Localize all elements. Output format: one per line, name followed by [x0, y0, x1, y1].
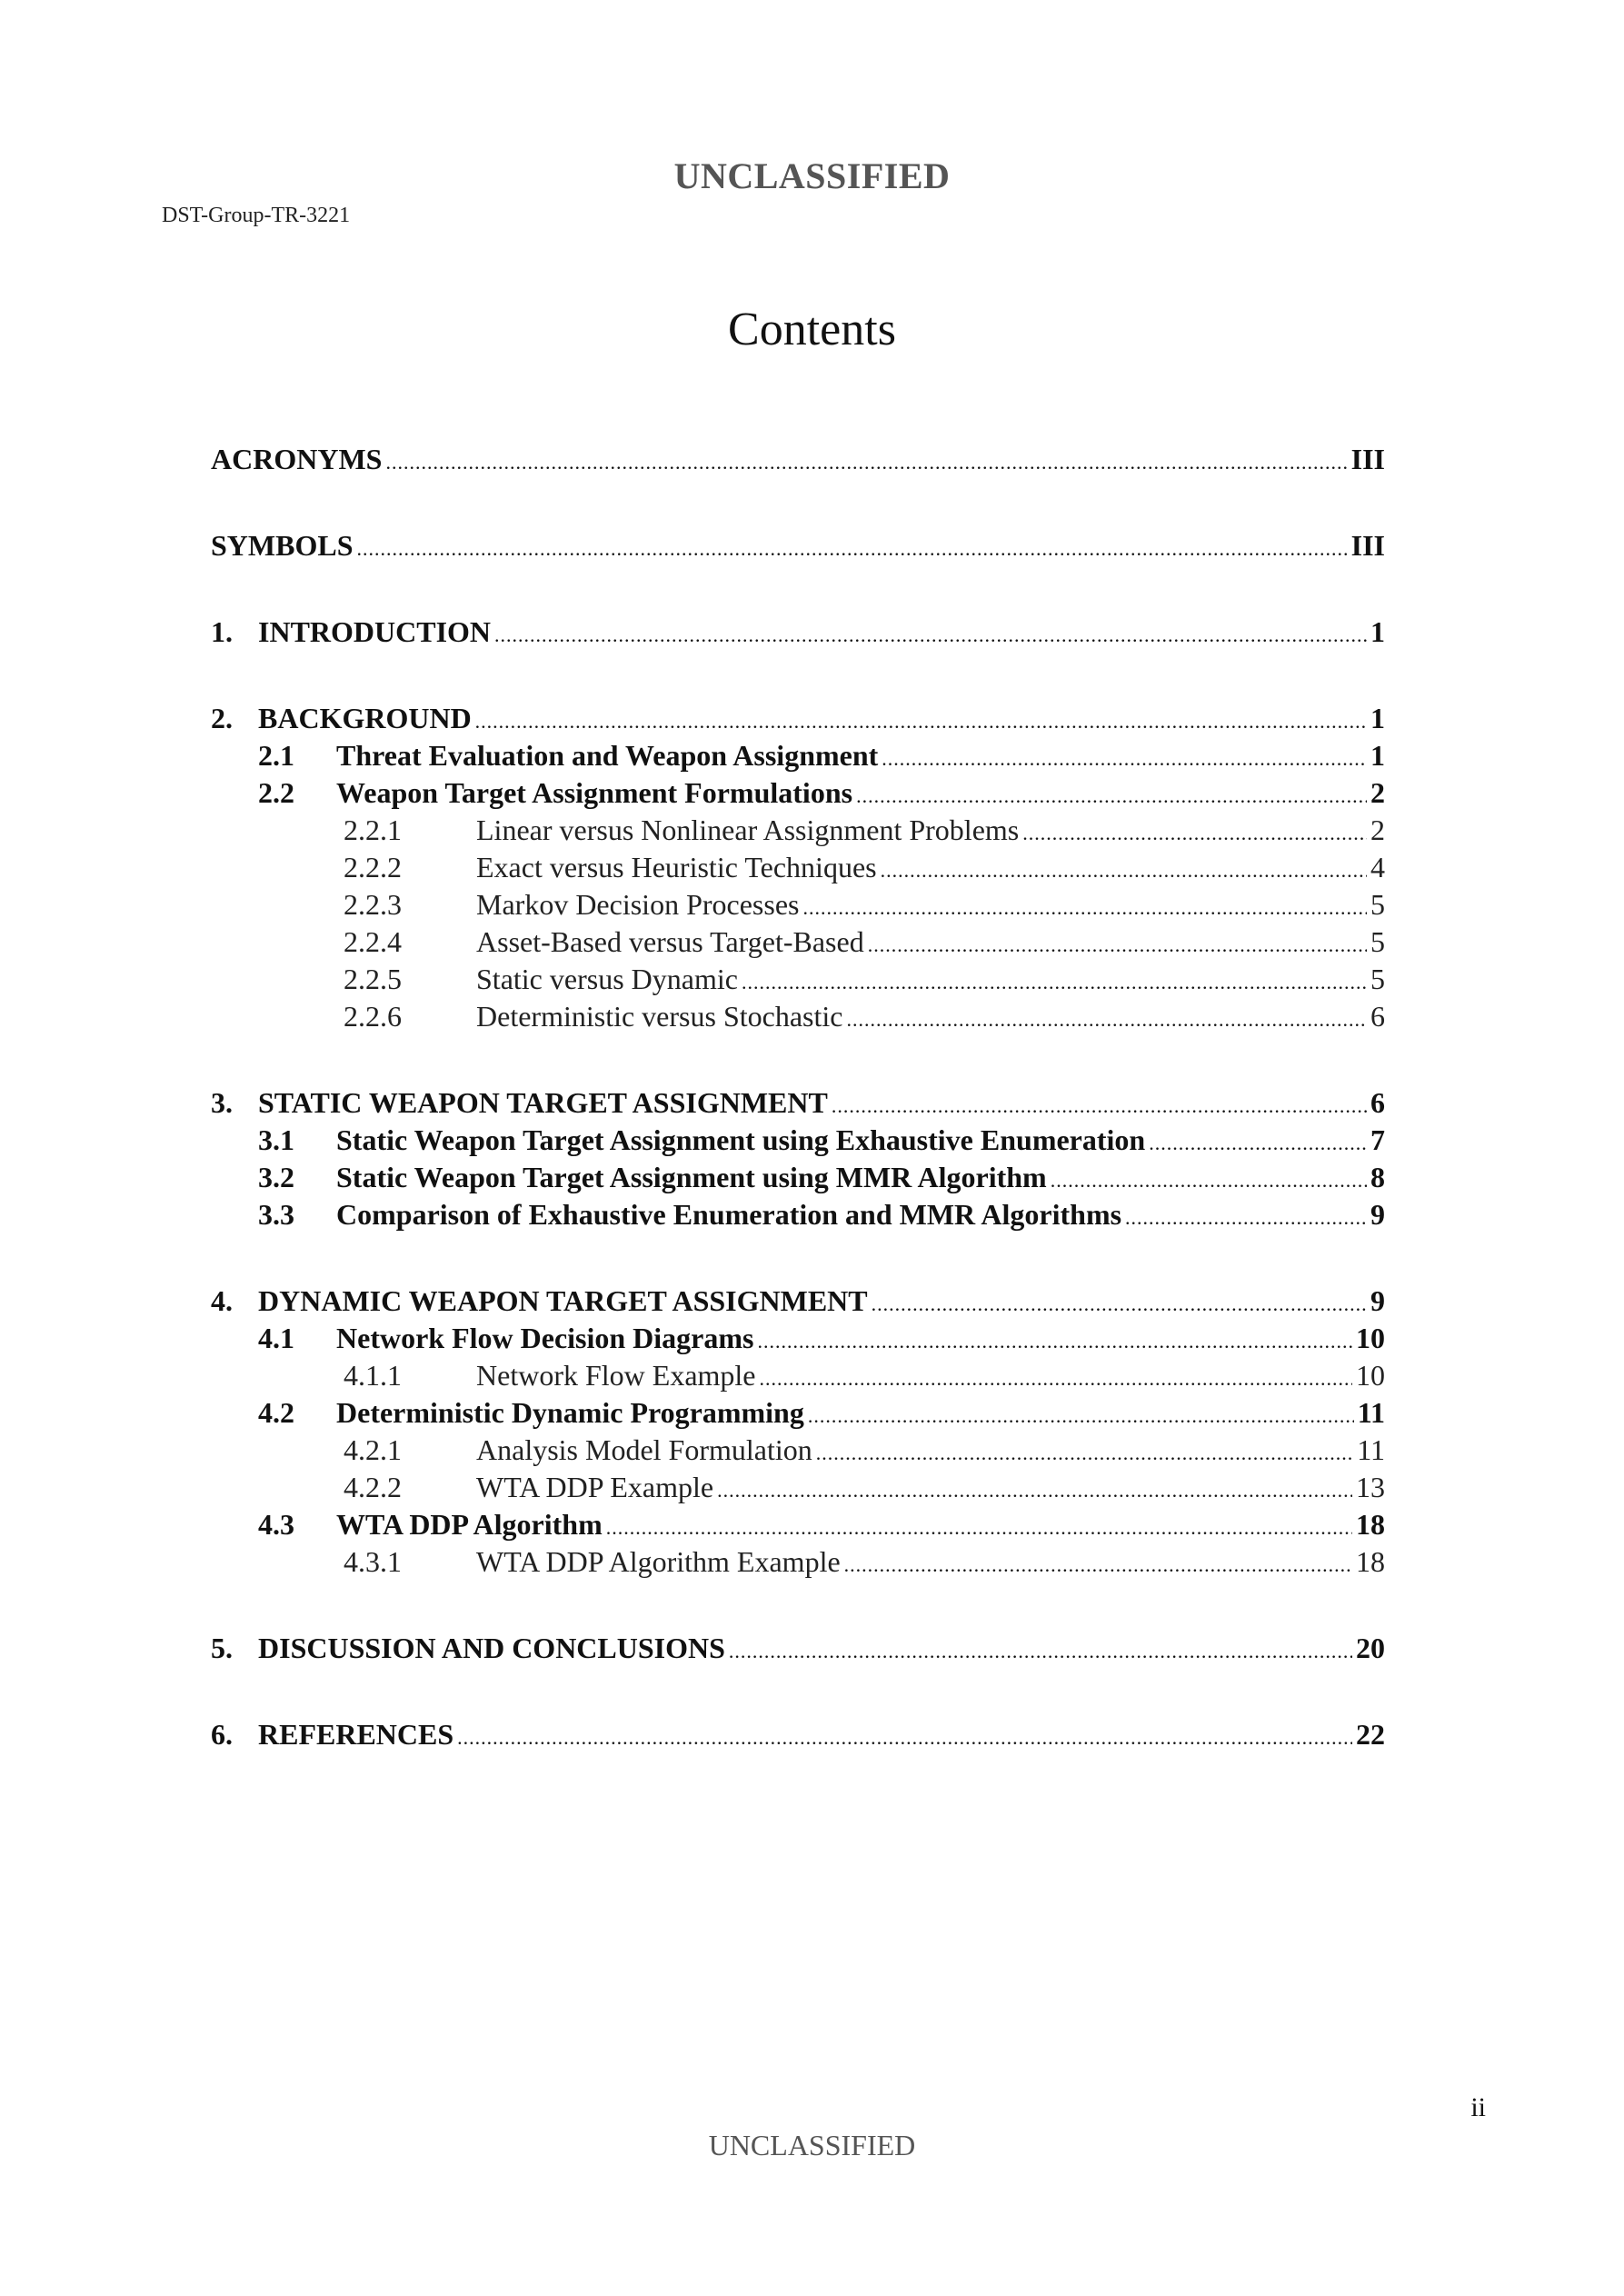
toc-entry[interactable]: [211, 1196, 1385, 1233]
toc-entry-page: 2: [1370, 814, 1385, 846]
toc-entry-page: 4: [1370, 851, 1385, 883]
toc-entry-page: 20: [1356, 1632, 1385, 1664]
toc-entry-number: 2.2.2: [344, 851, 402, 883]
toc-entry-number: 2.2.6: [344, 1000, 402, 1033]
toc-dot-leader: [457, 1716, 1352, 1756]
toc-entry-page: 1: [1370, 702, 1385, 734]
toc-entry[interactable]: [211, 614, 1385, 651]
toc-entry-page: 1: [1370, 739, 1385, 772]
toc-entry-number: 4.1.1: [344, 1359, 402, 1392]
toc-entry-page: 10: [1356, 1359, 1385, 1392]
toc-entry[interactable]: [211, 1159, 1385, 1196]
toc-entry[interactable]: [211, 1630, 1385, 1667]
toc-dot-leader: [606, 1506, 1352, 1546]
footer-classification: UNCLASSIFIED: [708, 2129, 916, 2161]
toc-entry-title: Markov Decision Processes: [476, 888, 800, 921]
toc-entry-page: 11: [1357, 1396, 1385, 1429]
toc-dot-leader: [1125, 1196, 1367, 1236]
toc-entry[interactable]: [211, 1283, 1385, 1320]
toc-entry[interactable]: [211, 1084, 1385, 1122]
toc-entry-page: 6: [1370, 1000, 1385, 1033]
toc-entry[interactable]: [211, 812, 1385, 849]
toc-entry[interactable]: [211, 961, 1385, 998]
toc-entry-title: Asset-Based versus Target-Based: [476, 925, 864, 958]
toc-entry-page: 22: [1356, 1718, 1385, 1751]
toc-dot-leader: [729, 1630, 1352, 1670]
toc-entry[interactable]: [211, 998, 1385, 1035]
toc-entry-page: 7: [1370, 1123, 1385, 1156]
toc-entry-number: 2.2: [258, 776, 294, 809]
toc-entry-title: Static Weapon Target Assignment using Exhaustive Enumeration: [336, 1123, 1146, 1156]
toc-entry-page: 6: [1370, 1086, 1385, 1119]
toc-entry-page: 18: [1356, 1508, 1385, 1541]
toc-dot-leader: [385, 441, 1347, 481]
toc-dot-leader: [881, 849, 1367, 889]
toc-entry-number: 2.2.3: [344, 888, 402, 921]
toc-entry-title: SYMBOLS: [211, 529, 354, 562]
toc-entry-title: DYNAMIC WEAPON TARGET ASSIGNMENT: [258, 1284, 868, 1317]
toc-entry[interactable]: [211, 923, 1385, 961]
toc-entry-page: 5: [1370, 963, 1385, 995]
page-number: ii: [1470, 2092, 1486, 2122]
toc-entry[interactable]: [211, 1394, 1385, 1432]
toc-dot-leader: [475, 700, 1367, 740]
toc-entry-number: 6.: [211, 1718, 233, 1751]
toc-dot-leader: [1022, 812, 1367, 852]
toc-entry-title: Static versus Dynamic: [476, 963, 738, 995]
toc-entry-title: Deterministic Dynamic Programming: [336, 1396, 804, 1429]
toc-dot-leader: [1051, 1159, 1367, 1199]
toc-entry[interactable]: [211, 441, 1385, 478]
toc-entry[interactable]: [211, 737, 1385, 774]
toc-entry[interactable]: [211, 774, 1385, 812]
toc-entry-title: Deterministic versus Stochastic: [476, 1000, 843, 1033]
toc-dot-leader: [717, 1469, 1352, 1509]
toc-dot-leader: [356, 527, 1347, 567]
toc-dot-leader: [856, 774, 1367, 814]
toc-entry-page: 11: [1357, 1433, 1385, 1466]
toc-dot-leader: [832, 1084, 1367, 1124]
toc-dot-leader: [808, 1394, 1354, 1434]
toc-entry-title: WTA DDP Example: [476, 1471, 714, 1503]
toc-entry-title: Exact versus Heuristic Techniques: [476, 851, 877, 883]
toc-entry-title: BACKGROUND: [258, 702, 472, 734]
toc-dot-leader: [868, 923, 1367, 963]
toc-entry-page: 9: [1370, 1198, 1385, 1231]
toc-entry-number: 2.2.4: [344, 925, 402, 958]
toc-entry-title: Linear versus Nonlinear Assignment Problems: [476, 814, 1020, 846]
toc-entry[interactable]: [211, 1357, 1385, 1394]
toc-entry[interactable]: [211, 1432, 1385, 1469]
toc-entry-title: Weapon Target Assignment Formulations: [336, 776, 853, 809]
toc-entry-number: 4.2.2: [344, 1471, 402, 1503]
toc-entry-page: 5: [1370, 888, 1385, 921]
toc-entry[interactable]: [211, 1320, 1385, 1357]
toc-entry-number: 4.1: [258, 1322, 294, 1354]
toc-entry-number: 4.2: [258, 1396, 294, 1429]
toc-entry-page: 1: [1370, 615, 1385, 648]
toc-entry-page: 2: [1370, 776, 1385, 809]
toc-entry-number: 1.: [211, 615, 233, 648]
toc-entry-title: WTA DDP Algorithm: [336, 1508, 603, 1541]
contents-title: Contents: [728, 304, 896, 355]
toc-entry-page: 8: [1370, 1161, 1385, 1193]
toc-entry-page: 13: [1356, 1471, 1385, 1503]
toc-entry-number: 4.: [211, 1284, 233, 1317]
toc-entry[interactable]: [211, 886, 1385, 923]
toc-entry[interactable]: [211, 849, 1385, 886]
toc-entry[interactable]: [211, 527, 1385, 564]
toc-dot-leader: [872, 1283, 1367, 1323]
toc-entry-title: Threat Evaluation and Weapon Assignment: [336, 739, 879, 772]
toc-entry-number: 3.1: [258, 1123, 294, 1156]
toc-entry-page: 9: [1370, 1284, 1385, 1317]
toc-entry-title: WTA DDP Algorithm Example: [476, 1545, 841, 1578]
toc-dot-leader: [816, 1432, 1353, 1472]
toc-entry-title: Network Flow Decision Diagrams: [336, 1322, 754, 1354]
table-of-contents: [211, 441, 1385, 1753]
toc-entry-title: Static Weapon Target Assignment using MMR Algorithm: [336, 1161, 1047, 1193]
toc-entry-title: Comparison of Exhaustive Enumeration and MMR Algorithms: [336, 1198, 1122, 1231]
toc-entry-number: 4.2.1: [344, 1433, 402, 1466]
toc-entry[interactable]: [211, 1506, 1385, 1543]
toc-entry-title: REFERENCES: [258, 1718, 454, 1751]
toc-entry-page: 18: [1356, 1545, 1385, 1578]
toc-dot-leader: [760, 1357, 1353, 1397]
toc-entry-title: INTRODUCTION: [258, 615, 492, 648]
toc-entry-number: 2.2.5: [344, 963, 402, 995]
toc-dot-leader: [844, 1543, 1352, 1583]
toc-entry[interactable]: [211, 1543, 1385, 1581]
toc-dot-leader: [802, 886, 1367, 926]
toc-entry-title: DISCUSSION AND CONCLUSIONS: [258, 1632, 725, 1664]
toc-dot-leader: [1149, 1122, 1367, 1162]
toc-entry-page: 5: [1370, 925, 1385, 958]
toc-dot-leader: [757, 1320, 1352, 1360]
toc-dot-leader: [742, 961, 1367, 1001]
toc-entry[interactable]: [211, 1122, 1385, 1159]
toc-entry-page: 10: [1356, 1322, 1385, 1354]
toc-entry[interactable]: [211, 1469, 1385, 1506]
toc-entry-number: 4.3.1: [344, 1545, 402, 1578]
toc-entry-number: 5.: [211, 1632, 233, 1664]
toc-entry[interactable]: [211, 700, 1385, 737]
document-id: DST-Group-TR-3221: [162, 204, 351, 227]
toc-entry[interactable]: [211, 1716, 1385, 1753]
toc-entry-number: 3.3: [258, 1198, 294, 1231]
toc-dot-leader: [494, 614, 1367, 654]
toc-entry-title: ACRONYMS: [211, 443, 383, 475]
toc-entry-page: III: [1350, 529, 1385, 562]
toc-dot-leader: [882, 737, 1367, 777]
toc-entry-number: 2.1: [258, 739, 294, 772]
toc-entry-number: 2.: [211, 702, 233, 734]
toc-entry-number: 4.3: [258, 1508, 294, 1541]
toc-dot-leader: [846, 998, 1367, 1038]
toc-entry-title: Analysis Model Formulation: [476, 1433, 812, 1466]
toc-entry-number: 2.2.1: [344, 814, 402, 846]
toc-entry-title: STATIC WEAPON TARGET ASSIGNMENT: [258, 1086, 828, 1119]
toc-entry-title: Network Flow Example: [476, 1359, 756, 1392]
toc-entry-number: 3.2: [258, 1161, 294, 1193]
toc-entry-number: 3.: [211, 1086, 233, 1119]
toc-entry-page: III: [1350, 443, 1385, 475]
header-classification: UNCLASSIFIED: [673, 155, 951, 196]
